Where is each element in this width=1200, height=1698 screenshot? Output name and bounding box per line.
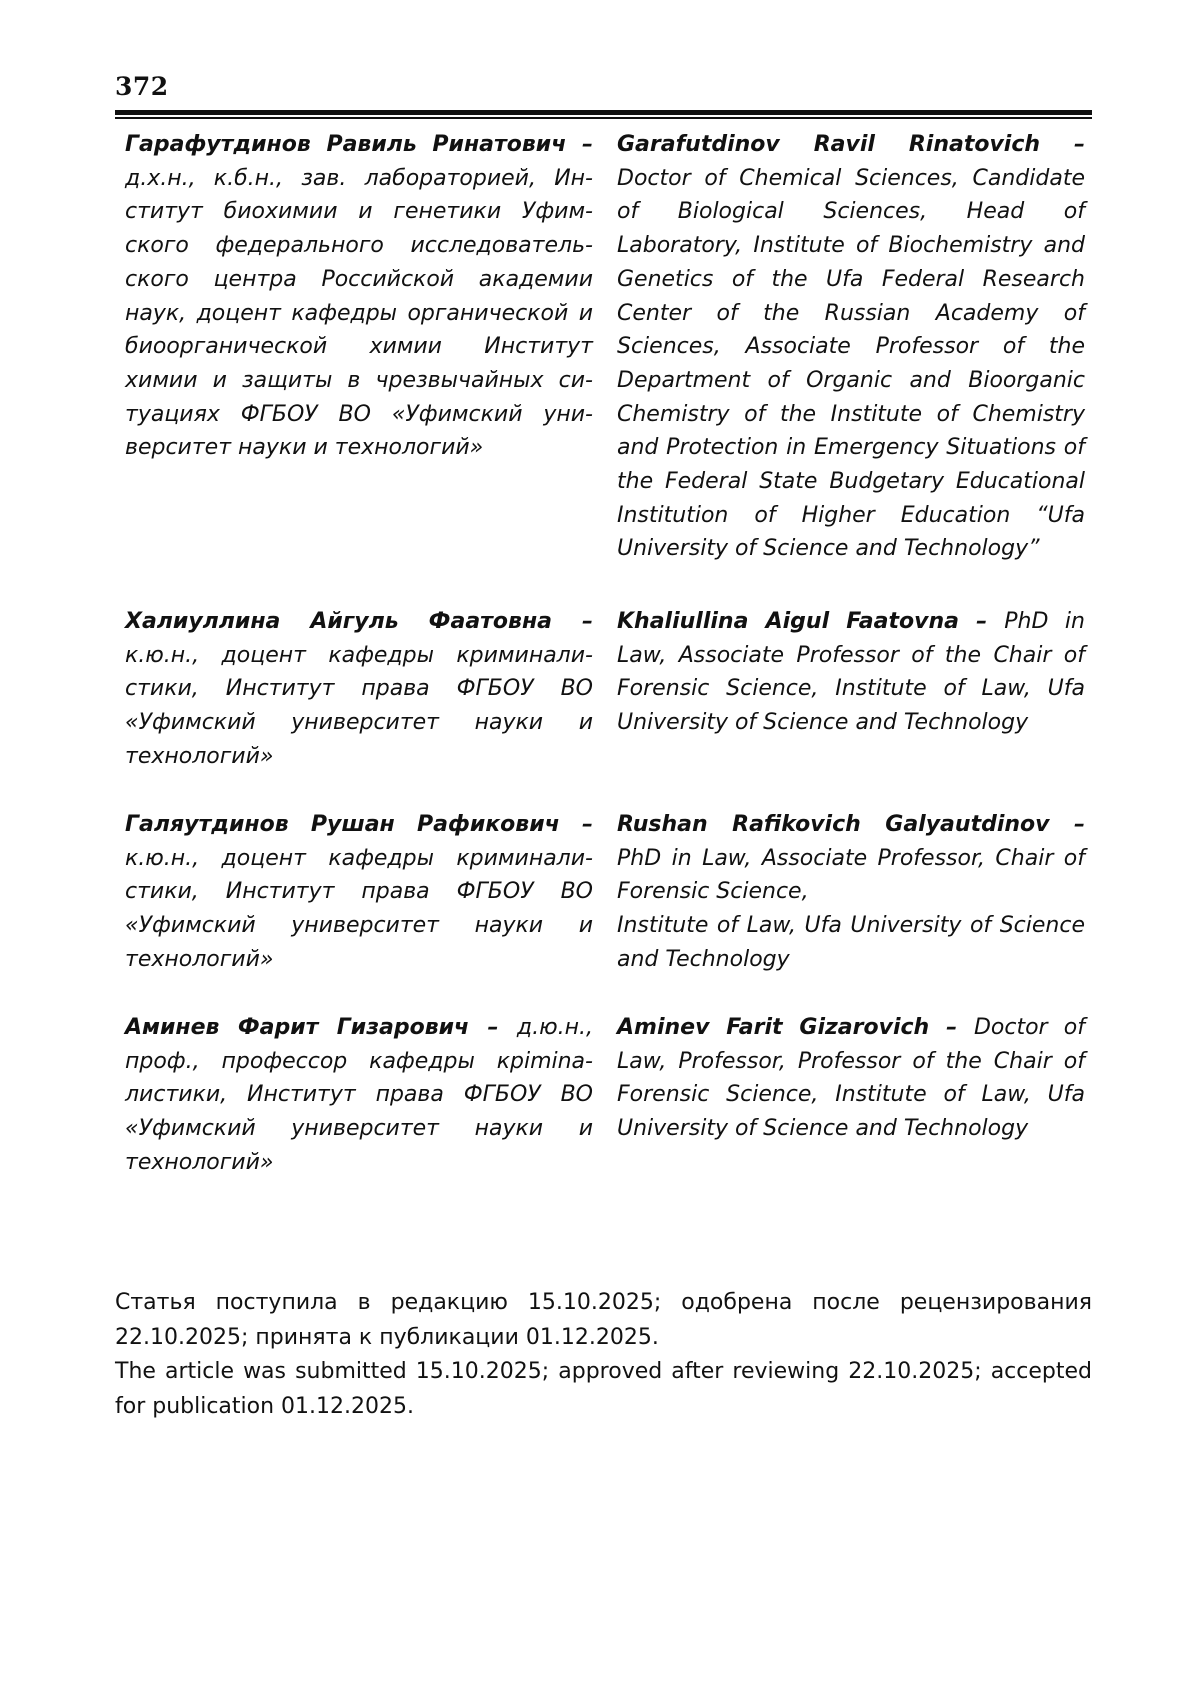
- author-details-ru: д.ю.н., проф., профессор кафедры крiminaлистики, Институт права ФГБОУ ВО «Уфимский университет науки и технологий»: [125, 1015, 593, 1175]
- author-ru-2: [125, 605, 593, 774]
- author-name-ru: Гарафутдинов Равиль Ринатович: [125, 132, 567, 157]
- author-details-en-continued: Institute of Law, Ufa University of Science and Technology: [617, 913, 1085, 972]
- author-en-2: [617, 605, 1085, 774]
- author-entry-3: [125, 808, 1085, 977]
- author-name-ru: Халиуллина Айгуль Фаатовна: [125, 609, 552, 634]
- dash: –: [1049, 812, 1085, 837]
- author-en-1: [617, 128, 1085, 566]
- author-name-ru: Аминев Фарит Гизарович: [125, 1015, 470, 1040]
- article-dates: [115, 1286, 1092, 1424]
- dash: –: [552, 609, 593, 634]
- dash: –: [1040, 132, 1085, 157]
- author-name-ru: Галяутдинов Рушан Рафикович: [125, 812, 560, 837]
- header-rule-thin: [115, 117, 1092, 119]
- author-details-ru: к.ю.н., доцент кафедры криминалистики, Институт права ФГБОУ ВО «Уфимский университет науки и технологий»: [125, 642, 593, 769]
- author-details-ru: к.ю.н., доцент кафедры криминалистики, Институт права ФГБОУ ВО «Уфимский университет науки и технологий»: [125, 845, 593, 972]
- dash: –: [566, 132, 593, 157]
- author-details-en: Doctor of Chemical Sciences, Candidate of Biological Sciences, Head of Laboratory, Institute of Biochemistry and Genetics of the Ufa Federal Research Center of the Russian Academy of Sciences, Associate Professor of the Department of Organic and Bioorganic Chemistry of the Institute of Chemistry and Protection in Emergency Situations of the Federal State Budgetary Educational Institution of Higher Education “Ufa University of Science and Technology”: [617, 165, 1085, 562]
- author-details-en: Doctor of Law, Professor, Professor of the Chair of Forensic Science, Institute of Law, Ufa University of Science and Technology: [617, 1015, 1086, 1142]
- dash: –: [929, 1015, 974, 1040]
- author-entry-2: [125, 605, 1085, 774]
- dash: –: [469, 1015, 517, 1040]
- author-ru-1: [125, 128, 593, 566]
- author-entry-4: [125, 1011, 1085, 1180]
- author-details-en: PhD in Law, Associate Professor, Chair of Forensic Science,: [617, 845, 1085, 905]
- author-name-en: Rushan Rafikovich Galyautdinov: [617, 812, 1050, 837]
- author-name-en: Garafutdinov Ravil Rinatovich: [617, 132, 1041, 157]
- author-details-en: PhD in Law, Associate Professor of the Chair of Forensic Science, Institute of Law, Ufa University of Science and Technology: [617, 609, 1085, 736]
- article-dates-en: The article was submitted 15.10.2025; approved after reviewing 22.10.2025; accepted for publication 01.12.2025.: [115, 1359, 1092, 1419]
- header-rule-thick: [115, 110, 1092, 115]
- author-ru-4: [125, 1011, 593, 1180]
- article-dates-ru: Статья поступила в редакцию 15.10.2025; одобрена после рецензирования 22.10.2025; принята к публикации 01.12.2025.: [115, 1290, 1092, 1350]
- author-name-en: Khaliullina Aigul Faatovna: [617, 609, 959, 634]
- author-name-en: Aminev Farit Gizarovich: [617, 1015, 930, 1040]
- author-entry-1: [125, 128, 1085, 566]
- author-ru-3: [125, 808, 593, 977]
- author-details-ru: д.х.н., к.б.н., зав. лабораторией, Институт биохимии и генетики Уфимского федерального исследовательского центра Российской академии наук, доцент кафедры органической и биоорганической химии Институт химии и защиты в чрезвычайных ситуациях ФГБОУ ВО «Уфимский университет науки и технологий»: [125, 165, 593, 461]
- page-number: 372: [115, 72, 169, 101]
- author-en-4: [617, 1011, 1085, 1180]
- dash: –: [559, 812, 593, 837]
- author-en-3: [617, 808, 1085, 977]
- dash: –: [958, 609, 1005, 634]
